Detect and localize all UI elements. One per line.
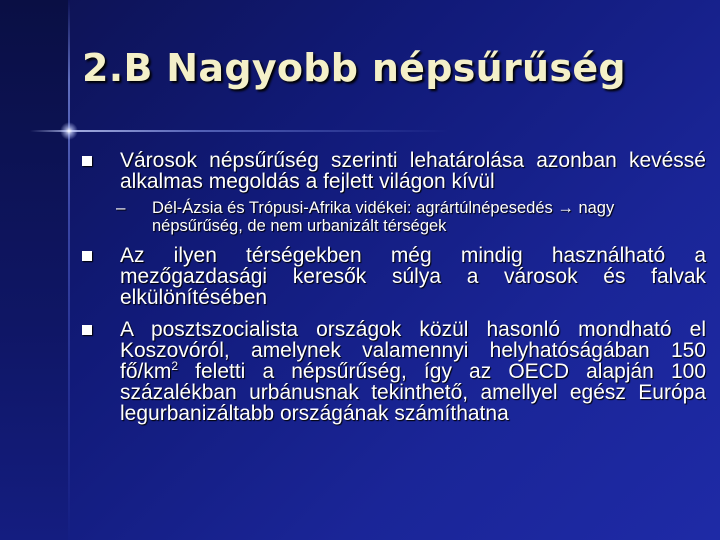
bullet-text-3 bbox=[120, 319, 706, 424]
arrow-icon: → bbox=[557, 199, 574, 217]
slide-title: 2.B Nagyobb népsűrűség bbox=[82, 46, 626, 90]
superscript-2: 2 bbox=[171, 359, 179, 373]
bullet-text-1: Városok népsűrűség szerinti lehatárolása azonban kevéssé alkalmas megoldás a fejlett világon kívül bbox=[120, 149, 706, 193]
square-bullet-icon bbox=[82, 251, 92, 261]
sub-bullet-text-after: nagy népsűrűség, de nem urbanizált térségek bbox=[152, 199, 615, 235]
bullet-text-3-before: A posztszocialista országok közül hasonló mondható el Koszovóról, amelynek valamennyi helyhatóságában 150 fő/km bbox=[120, 318, 706, 383]
dash-bullet-icon: – bbox=[116, 198, 126, 217]
bullet-text-3-after: feletti a népsűrűség, így az OECD alapján 100 százalékban urbánusnak tekinthető, amellyel egész Európa legurbanizáltabb országának számíthatna bbox=[120, 360, 706, 425]
decorative-star-glow bbox=[60, 122, 78, 140]
bullet-text-2: Az ilyen térségekben még mindig használható a mezőgazdasági keresők súlya a városok és falvak elkülönítésében bbox=[120, 244, 706, 309]
square-bullet-icon bbox=[82, 325, 92, 335]
square-bullet-icon bbox=[82, 156, 92, 166]
decorative-vertical-line bbox=[68, 0, 70, 540]
sub-bullet-text bbox=[152, 199, 706, 235]
decorative-left-band bbox=[0, 0, 68, 540]
decorative-horizontal-line bbox=[30, 130, 450, 132]
sub-bullet-text-before: Dél-Ázsia és Trópusi-Afrika vidékei: agrártúlnépesedés bbox=[152, 199, 558, 217]
